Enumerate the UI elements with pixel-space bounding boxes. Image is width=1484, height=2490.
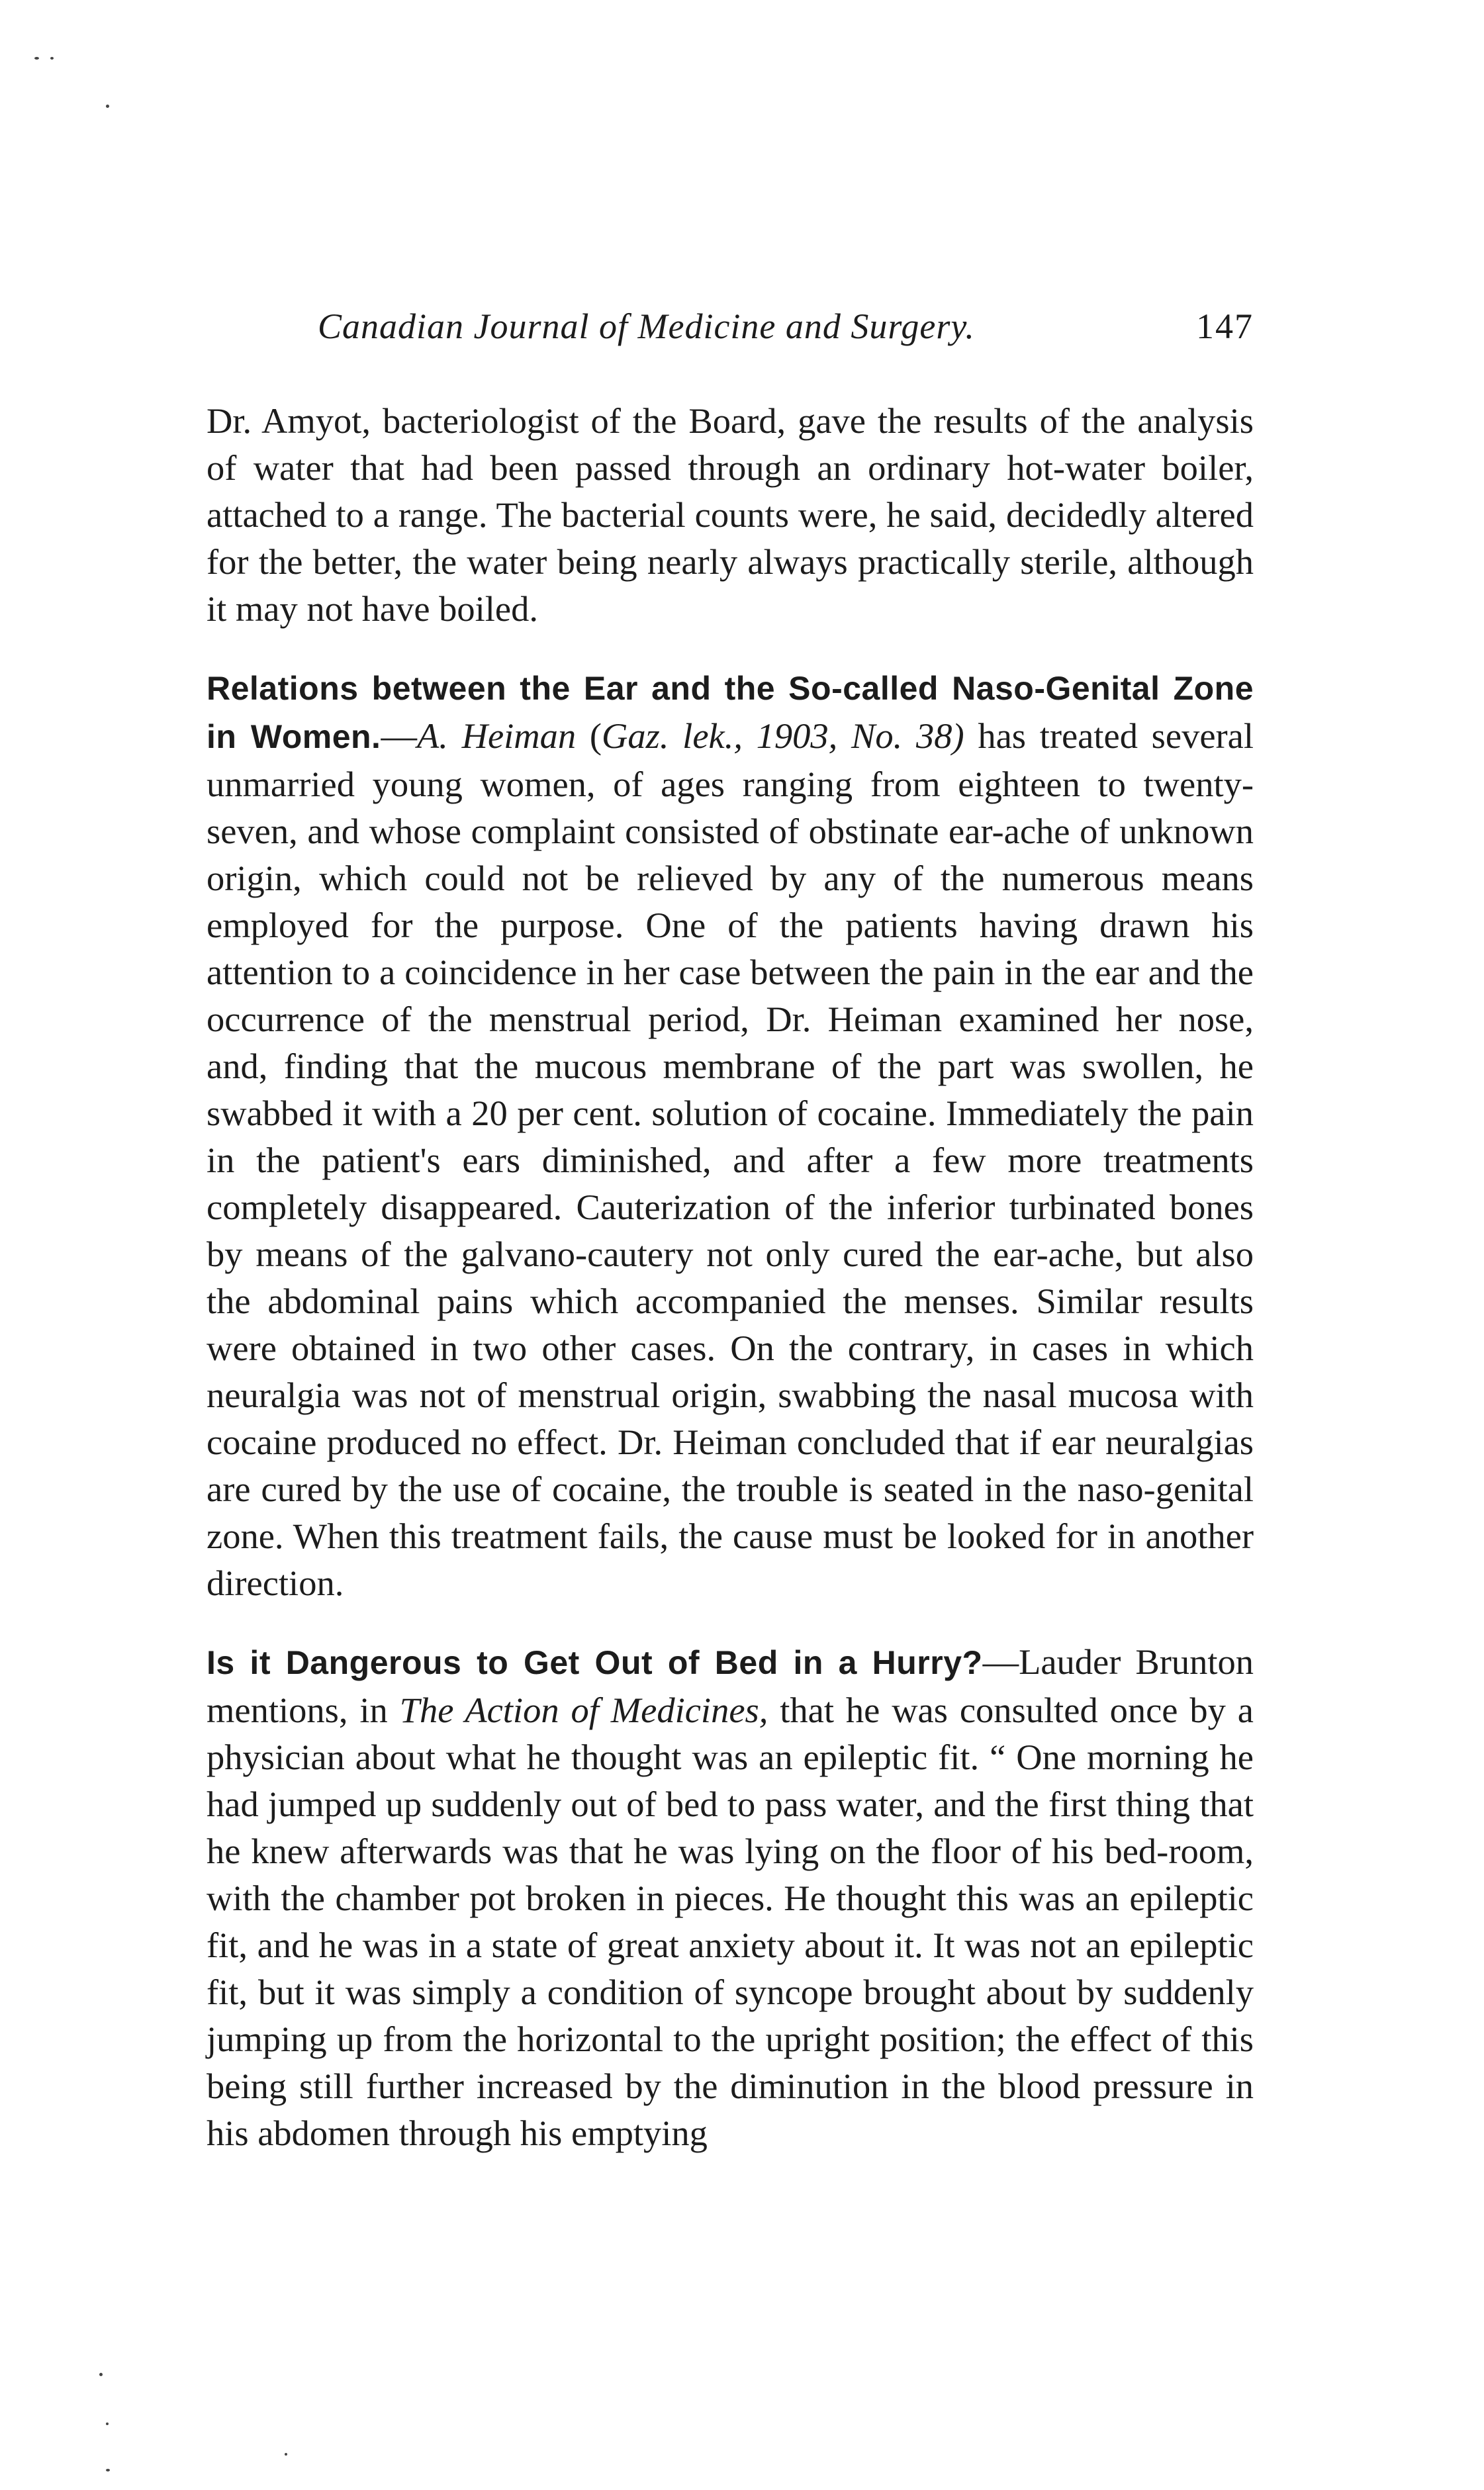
section-text: has treated several unmarried young women, of ages ranging from eighteen to twenty-seven, and whose complaint consisted of obstinate ear-ache of unknown origin, which could not be relieved by any of the numerous means employed for the purpose. One of the patients having drawn his attention to a coincidence in her case between the pain in the ear and the occurrence of the menstrual period, Dr. Heiman examined her nose, and, finding that the mucous membrane of the part was swollen, he swabbed it with a 20 per cent. solution of cocaine. Immediately the pain in the patient's ears diminished, and after a few more treatments completely disappeared. Cauterization of the inferior turbinated bones by means of the galvano-cautery not only cured the ear-ache, but also the abdominal pains which accompanied the menses. Similar results were obtained in two other cases. On the contrary, in cases in which neuralgia was not of menstrual origin, swabbing the nasal mucosa with cocaine produced no effect. Dr. Heiman concluded that if ear neuralgias are cured by the use of cocaine, the trouble is seated in the naso-genital zone. When this treatment fails, the cause must be looked for in another direction.	[207, 715, 1254, 1603]
section-heading: Is it Dangerous to Get Out of Bed in a Hurry?	[207, 1644, 983, 1681]
citation-details: , 1903, No. 38)	[733, 715, 964, 756]
heading-dash: —	[982, 1641, 1019, 1682]
section-dangerous-bed	[207, 1638, 1254, 2156]
scan-speck	[106, 105, 109, 108]
author-name: A. Heiman	[416, 715, 577, 756]
page-number: 147	[1196, 306, 1254, 346]
section-heading: Relations between the Ear and the So-called Naso-Genital Zone in Women.	[207, 670, 1254, 755]
citation-journal: Gaz. lek.	[602, 715, 734, 756]
heading-dash: —	[381, 715, 417, 756]
book-title: The Action of Medicines,	[399, 1690, 768, 1730]
scan-speck	[106, 2469, 110, 2471]
scan-speck	[99, 2373, 103, 2376]
scan-speck	[34, 57, 39, 60]
paragraph-text: Dr. Amyot, bacteriologist of the Board, gave the results of the analysis of water that had been passed through an ordinary hot-water boiler, attached to a range. The bacterial counts were, he said, decidedly altered for the better, the water being nearly always practically sterile, although it may not have boiled.	[207, 400, 1254, 629]
scan-speck	[285, 2453, 287, 2456]
running-title: Canadian Journal of Medicine and Surgery.	[318, 306, 975, 346]
scan-speck	[50, 57, 54, 60]
article-body	[207, 397, 1254, 2156]
section-text: that he was consulted once by a physician about what he thought was an epileptic fit. “ One morning he had jumped up suddenly out of bed to pass water, and the first thing that he knew afterwards was that he was lying on the floor of his bed-room, with the chamber pot broken in pieces. He thought this was an epileptic fit, and he was in a state of great anxiety about it. It was not an epileptic fit, but it was simply a condition of syncope brought about by suddenly jumping up from the horizontal to the upright position; the effect of this being still further increased by the diminution in the blood pressure in his abdomen through his emptying	[207, 1690, 1254, 2153]
scan-speck	[106, 2422, 109, 2425]
citation-open: (	[576, 715, 602, 756]
running-header	[207, 306, 1254, 359]
section-text-intro: Lauder Brunton mentions, in	[207, 1641, 1254, 1730]
section-ear-naso-genital	[207, 664, 1254, 1606]
paragraph-amyot	[207, 397, 1254, 632]
